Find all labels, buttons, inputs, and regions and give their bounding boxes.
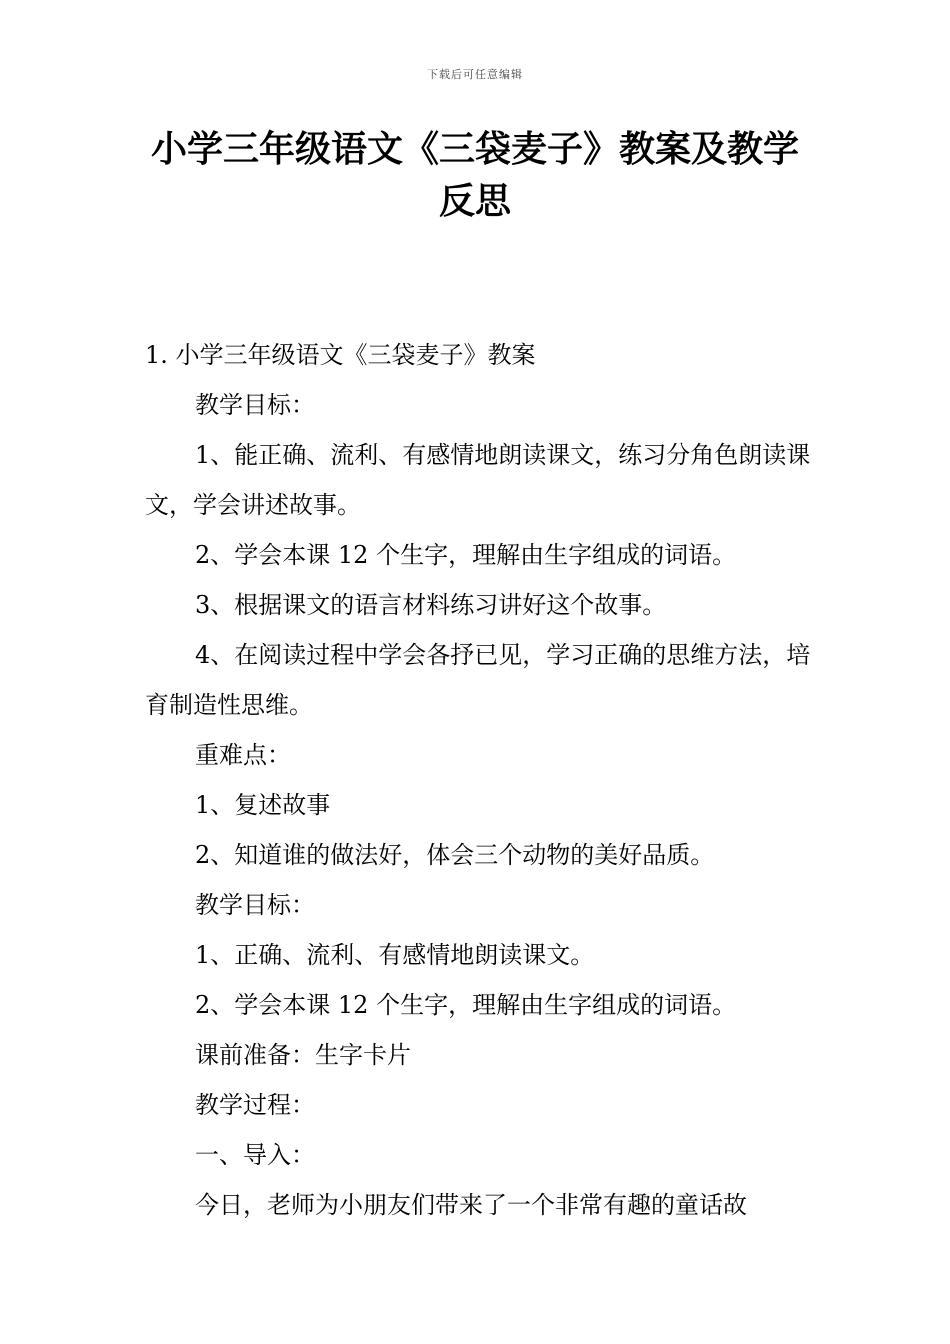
document-body xyxy=(145,330,825,1230)
document-title xyxy=(100,124,850,228)
paragraph: 2、学会本课 12 个生字，理解由生字组成的词语。 xyxy=(195,991,737,1019)
paragraph: 4、在阅读过程中学会各抒已见，学习正确的思维方法，培育制造性思维。 xyxy=(145,641,811,719)
paragraph: 重难点： xyxy=(195,741,291,769)
paragraph: 1、正确、流利、有感情地朗读课文。 xyxy=(195,941,595,969)
paragraph: 今日，老师为小朋友们带来了一个非常有趣的童话故 xyxy=(195,1191,747,1219)
paragraph: 教学目标： xyxy=(195,391,315,419)
paragraph: 课前准备：生字卡片 xyxy=(195,1041,411,1069)
paragraph: 2、学会本课 12 个生字，理解由生字组成的词语。 xyxy=(195,541,737,569)
title-line-2: 反思 xyxy=(438,181,511,222)
title-line-1: 小学三年级语文《三袋麦子》教案及教学 xyxy=(150,129,799,170)
paragraph: 一、导入： xyxy=(195,1141,315,1169)
header-note: 下载后可任意编辑 xyxy=(427,68,523,81)
section-heading: 1. 小学三年级语文《三袋麦子》教案 xyxy=(145,341,536,369)
paragraph: 教学过程： xyxy=(195,1091,315,1119)
paragraph: 教学目标： xyxy=(195,891,315,919)
paragraph: 2、知道谁的做法好，体会三个动物的美好品质。 xyxy=(195,841,715,869)
paragraph: 1、复述故事 xyxy=(195,791,331,819)
paragraph: 3、根据课文的语言材料练习讲好这个故事。 xyxy=(195,591,667,619)
paragraph: 1、能正确、流利、有感情地朗读课文，练习分角色朗读课文，学会讲述故事。 xyxy=(145,441,811,519)
